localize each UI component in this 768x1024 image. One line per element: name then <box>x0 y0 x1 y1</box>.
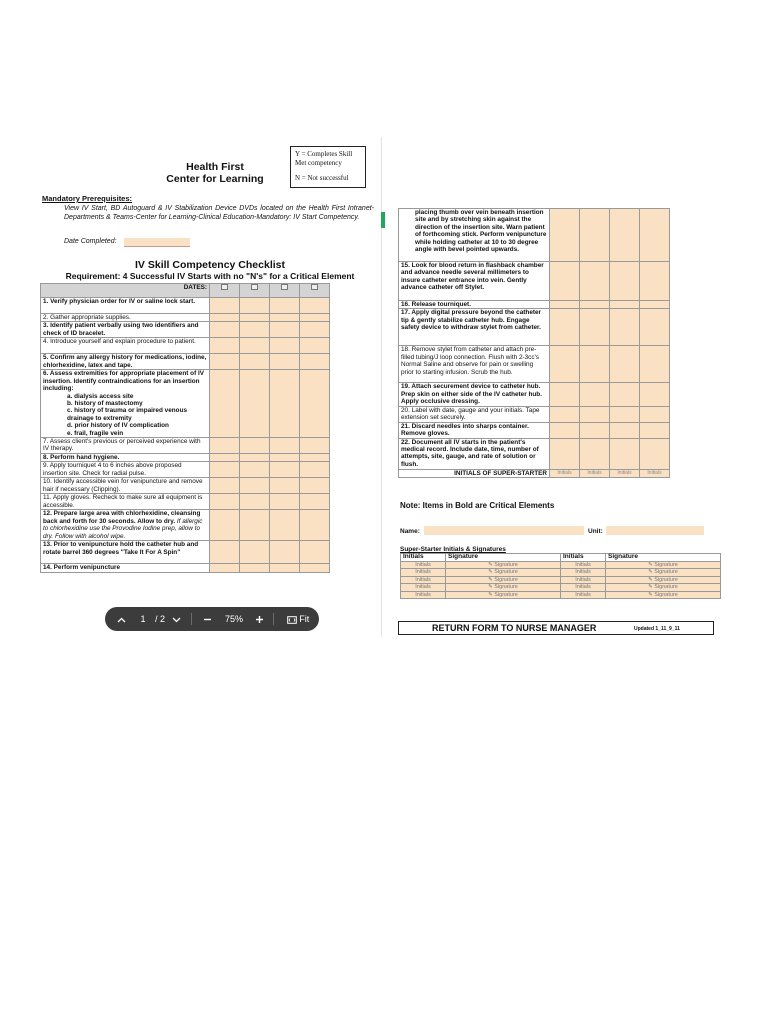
check-cell[interactable] <box>240 462 270 478</box>
sub-item: d. prior history of IV complication <box>67 422 169 430</box>
checklist-item: 17. Apply digital pressure beyond the catheter tip & gently stabilize catheter hub. Engage safety device to withdraw stylet from catheter. <box>399 309 550 346</box>
checklist-row <box>41 454 330 462</box>
check-cell[interactable] <box>610 346 640 383</box>
dates-label: DATES: <box>41 284 210 298</box>
prerequisites-text: View IV Start, BD Autoguard & IV Stabilization Device DVDs located on the Health First Intranet-Departments & Teams-Center for Learning-Clinical Education-Mandatory: IV Start Competency. <box>64 205 374 221</box>
critical-elements-note: Note: Items in Bold are Critical Elements <box>400 501 555 510</box>
initials-field[interactable]: Initials <box>401 576 446 584</box>
check-cell[interactable] <box>550 301 580 309</box>
check-cell[interactable] <box>640 262 670 301</box>
check-cell[interactable] <box>270 370 300 438</box>
check-cell[interactable] <box>610 406 640 422</box>
check-cell[interactable] <box>240 478 270 494</box>
return-form-text: RETURN FORM TO NURSE MANAGER <box>432 623 597 633</box>
check-cell[interactable] <box>610 262 640 301</box>
checklist-table-left <box>40 283 330 573</box>
initials-header: Initials <box>401 554 446 562</box>
checklist-item: 10. Identify accessible vein for venipuncture and remove hair if necessary (Clipping). <box>41 478 210 494</box>
legend-line1: Y = Completes Skill <box>295 150 353 158</box>
next-page-button[interactable] <box>169 607 183 631</box>
checklist-item: 2. Gather appropriate supplies. <box>41 314 210 322</box>
initials-cell[interactable]: Initials <box>550 469 580 477</box>
checklist-requirement: Requirement: 4 Successful IV Starts with no "N's" for a Critical Element <box>65 271 355 281</box>
checklist-item-6 <box>41 370 210 438</box>
initials-field[interactable]: Initials <box>561 591 606 599</box>
check-cell[interactable] <box>640 309 670 346</box>
checklist-row <box>399 406 670 422</box>
check-cell[interactable] <box>240 370 270 438</box>
signature-field[interactable]: ✎ Signature <box>606 561 721 569</box>
checklist-item: 14. Perform venipuncture <box>41 564 210 572</box>
check-cell[interactable] <box>610 422 640 438</box>
initials-field[interactable]: Initials <box>401 569 446 577</box>
check-cell[interactable] <box>210 564 240 572</box>
check-cell[interactable] <box>240 314 270 322</box>
check-cell[interactable] <box>210 298 240 314</box>
checklist-item: 22. Document all IV starts in the patient's medical record. Include date, time, number of attempts, site, gauge, and rate of solution or flush. <box>399 438 550 469</box>
check-cell[interactable] <box>210 338 240 354</box>
checklist-row <box>399 438 670 469</box>
checklist-item: 1. Verify physician order for IV or saline lock start. <box>41 298 210 314</box>
super-starter-title: Super-Starter Initials & Signatures <box>400 546 506 553</box>
checklist-row <box>41 478 330 494</box>
initials-cell[interactable]: Initials <box>610 469 640 477</box>
checklist-item: 18. Remove stylet from catheter and attach pre-filled tubing/J loop connection. Flush with 2-3cc's Normal Saline and observe for pain or swelling prior to starting infusion. Scrub the hub. <box>399 346 550 383</box>
signature-placeholder: Signature <box>654 561 678 568</box>
check-cell[interactable] <box>640 346 670 383</box>
institution-title-line2: Center for Learning <box>166 173 264 185</box>
signature-row <box>401 584 721 592</box>
initials-field[interactable]: Initials <box>561 584 606 592</box>
check-cell[interactable] <box>210 370 240 438</box>
date-completed-label: Date Completed: <box>64 238 117 245</box>
chevron-up-icon <box>117 617 126 623</box>
check-cell[interactable] <box>240 510 270 541</box>
initials-label: INITIALS OF SUPER-STARTER <box>399 469 550 477</box>
check-cell[interactable] <box>610 438 640 469</box>
check-cell[interactable] <box>300 322 330 338</box>
checklist-row <box>41 314 330 322</box>
dates-row <box>41 284 330 298</box>
initials-field[interactable]: Initials <box>401 561 446 569</box>
check-cell[interactable] <box>610 383 640 406</box>
check-cell[interactable] <box>300 314 330 322</box>
checklist-item: 21. Discard needles into sharps container. Remove gloves. <box>399 422 550 438</box>
initials-cell[interactable]: Initials <box>580 469 610 477</box>
initials-field[interactable]: Initials <box>401 584 446 592</box>
check-cell[interactable] <box>210 314 240 322</box>
sub-item: b. history of mastectomy <box>67 400 143 408</box>
sub-item: c. history of trauma or impaired venous drainage to extremity <box>67 407 188 422</box>
checklist-item-text: 6. Assess extremities for appropriate placement of IV insertion. Identify contraindications for an insertion including: <box>43 370 205 393</box>
checklist-row <box>399 422 670 438</box>
checklist-row <box>399 383 670 406</box>
check-cell[interactable] <box>210 354 240 370</box>
check-cell[interactable] <box>270 298 300 314</box>
check-cell[interactable] <box>610 309 640 346</box>
check-cell[interactable] <box>610 301 640 309</box>
scrollbar-marker[interactable] <box>381 212 385 228</box>
signature-field[interactable]: ✎ Signature <box>606 576 721 584</box>
check-cell[interactable] <box>300 354 330 370</box>
fit-label: Fit <box>299 614 310 624</box>
check-cell[interactable] <box>550 383 580 406</box>
check-cell[interactable] <box>580 346 610 383</box>
date-cell[interactable] <box>240 284 270 298</box>
legend-line3: N = Not successful <box>295 174 349 182</box>
check-cell[interactable] <box>270 541 300 564</box>
initials-header: Initials <box>561 554 606 562</box>
check-cell[interactable] <box>240 541 270 564</box>
checklist-item-12 <box>41 510 210 541</box>
signature-row <box>401 591 721 599</box>
institution-title <box>140 161 290 185</box>
check-cell[interactable] <box>300 338 330 354</box>
check-cell[interactable] <box>270 354 300 370</box>
legend-box <box>290 146 366 188</box>
plus-icon <box>255 615 264 624</box>
prerequisites-heading: Mandatory Prerequisites: <box>42 194 133 203</box>
check-cell[interactable] <box>580 301 610 309</box>
check-cell[interactable] <box>210 438 240 454</box>
check-cell[interactable] <box>550 422 580 438</box>
checklist-item: 3. Identify patient verbally using two identifiers and check of ID bracelet. <box>41 322 210 338</box>
unit-label: Unit: <box>588 528 603 535</box>
signature-placeholder: Signature <box>494 561 518 568</box>
check-cell[interactable] <box>580 309 610 346</box>
check-cell[interactable] <box>210 510 240 541</box>
check-cell[interactable] <box>580 262 610 301</box>
toolbar-separator <box>191 613 192 625</box>
checklist-table-right <box>398 208 670 478</box>
signature-header: Signature <box>606 554 721 562</box>
toolbar-separator <box>273 613 274 625</box>
checklist-item-text: 12. Prepare large area with chlorhexidine, cleansing back and forth for 30 seconds. Allow to dry. <box>43 510 201 525</box>
signature-placeholder: Signature <box>494 584 518 590</box>
check-cell[interactable] <box>300 478 330 494</box>
check-cell[interactable] <box>640 209 670 262</box>
checklist-row <box>41 494 330 510</box>
check-cell[interactable] <box>210 454 240 462</box>
unit-field[interactable] <box>606 526 704 535</box>
check-cell[interactable] <box>240 338 270 354</box>
signature-field[interactable]: ✎ Signature <box>606 569 721 577</box>
check-cell[interactable] <box>550 209 580 262</box>
check-cell[interactable] <box>300 541 330 564</box>
checklist-item: 11. Apply gloves. Recheck to make sure all equipment is accessible. <box>41 494 210 510</box>
signature-field[interactable]: ✎ Signature <box>446 561 561 569</box>
signature-placeholder: Signature <box>494 591 518 598</box>
signature-row <box>401 576 721 584</box>
check-cell[interactable] <box>270 338 300 354</box>
signature-placeholder: Signature <box>654 576 678 583</box>
checklist-row <box>41 462 330 478</box>
checklist-row <box>41 564 330 572</box>
date-cell[interactable] <box>210 284 240 298</box>
fit-button[interactable] <box>281 607 315 631</box>
calendar-icon[interactable] <box>221 284 228 290</box>
check-cell[interactable] <box>580 209 610 262</box>
check-cell[interactable] <box>210 462 240 478</box>
check-cell[interactable] <box>580 406 610 422</box>
fit-page-icon <box>287 616 297 624</box>
signature-field[interactable]: ✎ Signature <box>606 591 721 599</box>
checklist-row <box>41 298 330 314</box>
signature-field[interactable]: ✎ Signature <box>446 584 561 592</box>
check-cell[interactable] <box>300 564 330 572</box>
checklist-item: 13. Prior to venipuncture hold the catheter hub and rotate barrel 360 degrees "Take It For A Spin" <box>41 541 210 564</box>
checklist-row <box>41 510 330 541</box>
check-cell[interactable] <box>300 454 330 462</box>
check-cell[interactable] <box>550 309 580 346</box>
checklist-item: 4. Introduce yourself and explain procedure to patient. <box>41 338 210 354</box>
checklist-item: 15. Look for blood return in flashback chamber and advance needle several millimeters to insure catheter entrance into vein. Gently advance catheter off Stylet. <box>399 262 550 301</box>
name-label: Name: <box>400 528 420 535</box>
check-cell[interactable] <box>610 209 640 262</box>
checklist-item: 19. Attach securement device to catheter hub. Prep skin on either side of the IV catheter hub. Apply occlusive dressing. <box>399 383 550 406</box>
signature-header-row <box>401 554 721 562</box>
updated-date: Updated 1_11_9_11 <box>634 626 680 632</box>
check-cell[interactable] <box>640 438 670 469</box>
checklist-row <box>41 370 330 438</box>
checklist-item: 9. Apply tourniquet 4 to 6 inches above proposed insertion site. Check for radial pulse. <box>41 462 210 478</box>
check-cell[interactable] <box>210 494 240 510</box>
check-cell[interactable] <box>210 478 240 494</box>
check-cell[interactable] <box>240 322 270 338</box>
check-cell[interactable] <box>300 370 330 438</box>
page-number-input[interactable]: 1 <box>140 614 146 624</box>
sub-item: e. frail, fragile vein <box>67 429 124 437</box>
initials-field[interactable]: Initials <box>401 591 446 599</box>
initials-field[interactable]: Initials <box>561 569 606 577</box>
check-cell[interactable] <box>300 510 330 541</box>
checklist-item: placing thumb over vein beneath insertion site and by stretching skin against the direction of the insertion site. Warn patient of forthcoming stick. Perform venipuncture while holding catheter at 10 to 30 degree angle with bevel pointed upwards. <box>399 209 550 262</box>
date-completed-field[interactable] <box>124 238 190 247</box>
check-cell[interactable] <box>300 494 330 510</box>
check-cell[interactable] <box>210 541 240 564</box>
signature-table <box>400 553 721 599</box>
signature-placeholder: Signature <box>494 576 518 583</box>
date-cell[interactable] <box>300 284 330 298</box>
check-cell[interactable] <box>270 322 300 338</box>
check-cell[interactable] <box>210 322 240 338</box>
checklist-item: 7. Assess client's previous or perceived experience with IV therapy. <box>41 438 210 454</box>
check-cell[interactable] <box>270 478 300 494</box>
legend-line2: Met competency <box>295 159 342 167</box>
check-cell[interactable] <box>640 383 670 406</box>
checklist-row <box>399 346 670 383</box>
check-cell[interactable] <box>240 454 270 462</box>
date-cell[interactable] <box>270 284 300 298</box>
signature-field[interactable]: ✎ Signature <box>446 569 561 577</box>
check-cell[interactable] <box>640 422 670 438</box>
zoom-in-button[interactable] <box>251 607 267 631</box>
signature-placeholder: Signature <box>654 584 678 590</box>
initials-cell[interactable]: Initials <box>640 469 670 477</box>
initials-field[interactable]: Initials <box>561 576 606 584</box>
page-total: / 2 <box>154 614 165 624</box>
sub-item: a. dialysis access site <box>67 392 134 400</box>
check-cell[interactable] <box>240 354 270 370</box>
check-cell[interactable] <box>270 564 300 572</box>
signature-placeholder: Signature <box>654 591 678 598</box>
checklist-item: 16. Release tourniquet. <box>399 301 550 309</box>
signature-placeholder: Signature <box>494 569 518 575</box>
check-cell[interactable] <box>580 422 610 438</box>
signature-row <box>401 569 721 577</box>
initials-row <box>399 469 670 477</box>
check-cell[interactable] <box>580 438 610 469</box>
signature-header: Signature <box>446 554 561 562</box>
checklist-item: 5. Confirm any allergy history for medications, iodine, chlorhexidine, latex and tape. <box>41 354 210 370</box>
signature-field[interactable]: ✎ Signature <box>446 591 561 599</box>
signature-row <box>401 561 721 569</box>
checklist-item: 8. Perform hand hygiene. <box>41 454 210 462</box>
check-cell[interactable] <box>300 438 330 454</box>
checklist-row <box>41 354 330 370</box>
checklist-row <box>399 262 670 301</box>
check-cell[interactable] <box>270 438 300 454</box>
signature-placeholder: Signature <box>654 569 678 575</box>
checklist-row <box>399 301 670 309</box>
calendar-icon[interactable] <box>311 284 318 290</box>
check-cell[interactable] <box>240 564 270 572</box>
check-cell[interactable] <box>270 454 300 462</box>
check-cell[interactable] <box>270 510 300 541</box>
checklist-title: IV Skill Competency Checklist <box>135 259 285 271</box>
signature-field[interactable]: ✎ Signature <box>446 576 561 584</box>
check-cell[interactable] <box>270 462 300 478</box>
initials-field[interactable]: Initials <box>561 561 606 569</box>
calendar-icon[interactable] <box>281 284 288 290</box>
checklist-row <box>41 338 330 354</box>
check-cell[interactable] <box>550 438 580 469</box>
checklist-row <box>399 309 670 346</box>
previous-page-button[interactable] <box>113 607 129 631</box>
pdf-viewer-toolbar <box>105 607 319 631</box>
check-cell[interactable] <box>270 494 300 510</box>
check-cell[interactable] <box>550 262 580 301</box>
calendar-icon[interactable] <box>251 284 258 290</box>
check-cell[interactable] <box>240 298 270 314</box>
institution-title-line1: Health First <box>186 161 244 173</box>
check-cell[interactable] <box>240 438 270 454</box>
checklist-item: 20. Label with date, gauge and your initials. Tape extension set securely. <box>399 406 550 422</box>
checklist-row <box>41 322 330 338</box>
zoom-level[interactable]: 75% <box>224 614 243 624</box>
check-cell[interactable] <box>550 406 580 422</box>
checklist-row <box>41 541 330 564</box>
check-cell[interactable] <box>580 383 610 406</box>
checklist-row <box>399 209 670 262</box>
zoom-out-button[interactable] <box>199 607 215 631</box>
chevron-down-icon <box>172 617 181 623</box>
checklist-row <box>41 438 330 454</box>
check-cell[interactable] <box>550 346 580 383</box>
check-cell[interactable] <box>240 494 270 510</box>
checklist-item-note: If allergic to chlorhexidine use the Provodine Iodine prep, allow to dry. Follow with alcohol wipe. <box>43 517 203 540</box>
check-cell[interactable] <box>300 462 330 478</box>
name-field[interactable] <box>424 526 584 535</box>
check-cell[interactable] <box>270 314 300 322</box>
signature-field[interactable]: ✎ Signature <box>606 584 721 592</box>
check-cell[interactable] <box>300 298 330 314</box>
minus-icon <box>203 615 212 624</box>
check-cell[interactable] <box>640 301 670 309</box>
check-cell[interactable] <box>640 406 670 422</box>
